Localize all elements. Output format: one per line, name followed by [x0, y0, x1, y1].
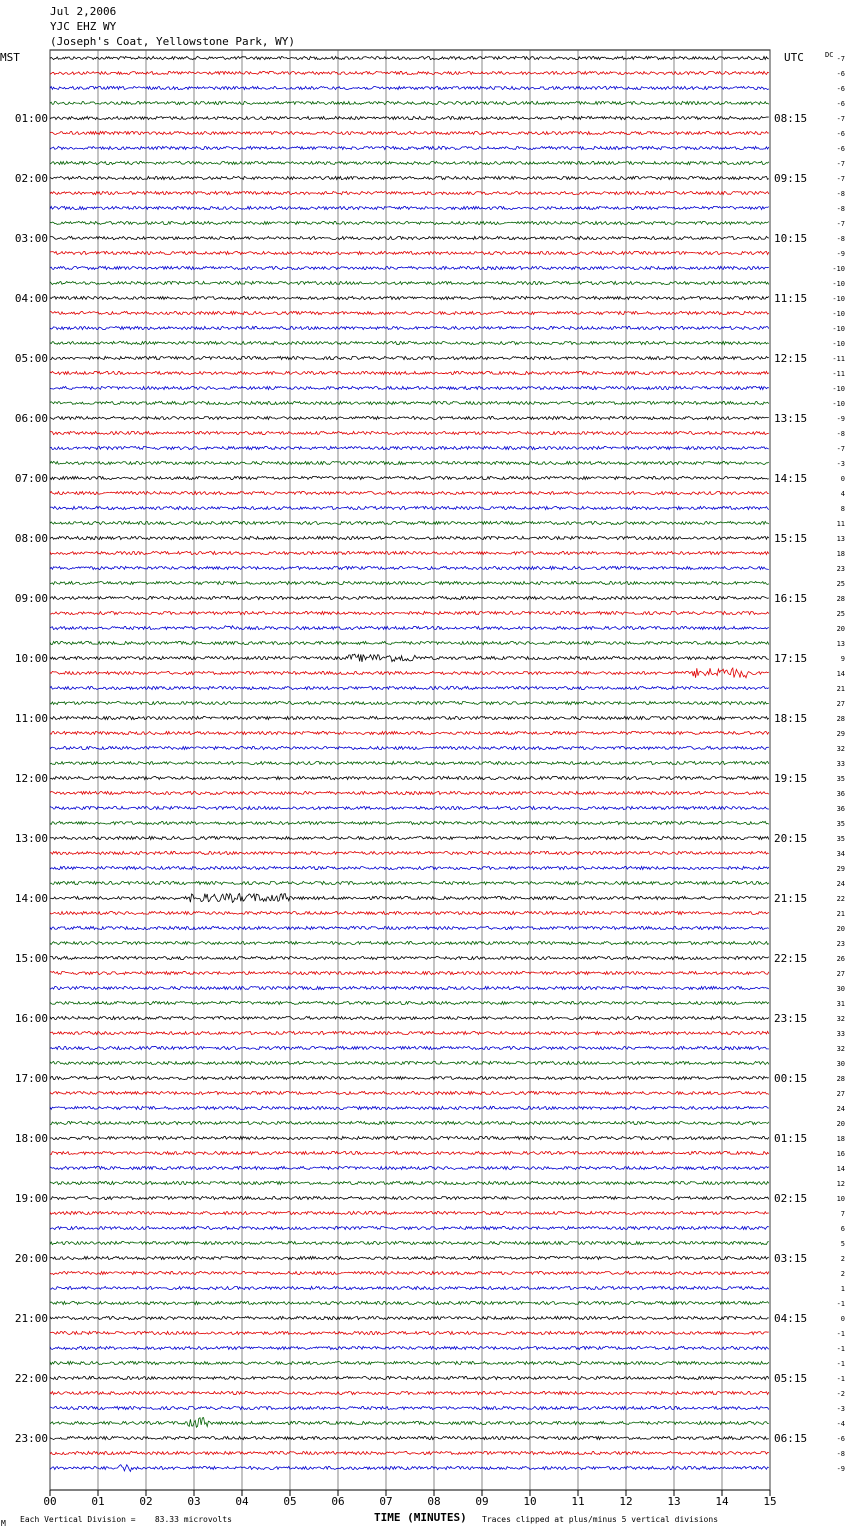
trace-84	[50, 1316, 769, 1319]
trace-20	[50, 356, 769, 359]
trace-83	[50, 1301, 769, 1304]
trace-68	[50, 1076, 769, 1079]
trace-30	[50, 506, 769, 509]
utc-hour-label: 17:15	[774, 652, 808, 665]
utc-hour-label: 19:15	[774, 772, 808, 785]
trace-15	[50, 281, 769, 284]
dc-offset-label: 23	[836, 940, 845, 948]
right-timezone-label: UTC	[784, 51, 804, 64]
dc-offset-label: 34	[836, 850, 845, 858]
x-tick-label: 03	[187, 1495, 201, 1508]
trace-3	[50, 101, 769, 104]
dc-offset-label: 26	[836, 955, 845, 963]
trace-52	[50, 836, 769, 839]
dc-offset-label: -7	[836, 445, 845, 453]
trace-48	[50, 776, 769, 779]
dc-offset-label: -6	[836, 85, 845, 93]
trace-25	[50, 431, 769, 434]
x-tick-label: 09	[475, 1495, 489, 1508]
trace-55	[50, 881, 769, 884]
trace-72	[50, 1136, 769, 1139]
dc-offset-label: 7	[840, 1210, 845, 1218]
x-tick-label: 10	[523, 1495, 537, 1508]
trace-75	[50, 1181, 769, 1184]
trace-5	[50, 131, 769, 134]
dc-offset-label: -1	[836, 1345, 845, 1353]
dc-offset-label: -1	[836, 1300, 845, 1308]
trace-89	[50, 1391, 769, 1394]
left-timezone-label: MST	[0, 51, 20, 64]
corner-mark: M	[1, 1519, 6, 1528]
station-code: YJC EHZ WY	[50, 20, 117, 33]
x-axis-title: TIME (MINUTES)	[374, 1511, 467, 1524]
dc-offset-label: -10	[832, 400, 845, 408]
dc-offset-label: -6	[836, 130, 845, 138]
trace-0	[50, 56, 769, 59]
trace-9	[50, 191, 769, 194]
dc-offset-label: 30	[836, 985, 845, 993]
dc-offset-label: 2	[840, 1270, 845, 1278]
dc-offset-label: 36	[836, 790, 845, 798]
trace-49	[50, 791, 769, 794]
utc-hour-label: 02:15	[774, 1192, 808, 1205]
dc-offset-label: -8	[836, 235, 845, 243]
dc-offset-label: 16	[836, 1150, 845, 1158]
x-tick-label: 15	[763, 1495, 777, 1508]
dc-offset-label: -10	[832, 280, 845, 288]
utc-hour-label: 10:15	[774, 232, 808, 245]
trace-4	[50, 116, 769, 119]
trace-10	[50, 206, 769, 209]
mst-hour-label: 01:00	[14, 112, 48, 125]
dc-offset-label: 29	[836, 865, 845, 873]
trace-26	[50, 446, 769, 449]
utc-hour-label: 20:15	[774, 832, 808, 845]
trace-2	[50, 86, 769, 89]
mst-hour-label: 22:00	[14, 1372, 48, 1385]
dc-offset-label: -10	[832, 310, 845, 318]
mst-hour-label: 02:00	[14, 172, 48, 185]
dc-offset-label: 33	[836, 760, 845, 768]
dc-offset-label: 2	[840, 1255, 845, 1263]
trace-71	[50, 1121, 769, 1124]
mst-hour-label: 11:00	[14, 712, 48, 725]
utc-hour-label: 11:15	[774, 292, 808, 305]
dc-offset-label: 24	[836, 880, 845, 888]
trace-18	[50, 326, 769, 329]
trace-74	[50, 1166, 769, 1169]
trace-14	[50, 266, 769, 269]
trace-66	[50, 1046, 769, 1049]
x-tick-label: 04	[235, 1495, 249, 1508]
trace-16	[50, 296, 769, 299]
trace-24	[50, 416, 769, 419]
mst-hour-label: 17:00	[14, 1072, 48, 1085]
dc-offset-label: -11	[832, 370, 845, 378]
mst-hour-label: 23:00	[14, 1432, 48, 1445]
trace-1	[50, 71, 769, 74]
dc-offset-label: -6	[836, 100, 845, 108]
dc-offset-label: 6	[840, 1225, 845, 1233]
dc-offset-label: -7	[836, 160, 845, 168]
trace-43	[50, 701, 769, 704]
dc-offset-label: 4	[840, 490, 845, 498]
trace-62	[50, 986, 769, 989]
x-tick-label: 07	[379, 1495, 393, 1508]
dc-offset-label: -10	[832, 265, 845, 273]
dc-offset-label: 20	[836, 925, 845, 933]
mst-hour-label: 04:00	[14, 292, 48, 305]
dc-offset-label: -9	[836, 250, 845, 258]
dc-offset-label: 14	[836, 1165, 845, 1173]
dc-offset-label: 31	[836, 1000, 845, 1008]
trace-36	[50, 596, 769, 599]
dc-offset-label: 28	[836, 1075, 845, 1083]
mst-hour-label: 13:00	[14, 832, 48, 845]
dc-offset-label: 29	[836, 730, 845, 738]
trace-85	[50, 1331, 769, 1334]
dc-offset-label: -8	[836, 205, 845, 213]
dc-offset-label: -7	[836, 220, 845, 228]
trace-94	[50, 1465, 769, 1472]
scale-note: Each Vertical Division = 83.33 microvolts	[20, 1515, 232, 1524]
dc-offset-label: 18	[836, 550, 845, 558]
dc-offset-label: 8	[840, 505, 845, 513]
trace-37	[50, 611, 769, 614]
plot-date: Jul 2,2006	[50, 5, 117, 18]
trace-67	[50, 1061, 769, 1064]
mst-hour-label: 12:00	[14, 772, 48, 785]
mst-hour-label: 14:00	[14, 892, 48, 905]
dc-offset-label: 27	[836, 970, 845, 978]
dc-offset-label: 25	[836, 610, 845, 618]
dc-offset-label: -6	[836, 70, 845, 78]
trace-11	[50, 221, 769, 224]
trace-46	[50, 746, 769, 749]
trace-88	[50, 1376, 769, 1379]
x-tick-label: 12	[619, 1495, 633, 1508]
trace-41	[50, 668, 769, 678]
dc-offset-label: -7	[836, 55, 845, 63]
dc-offset-label: -4	[836, 1420, 845, 1428]
trace-33	[50, 551, 769, 554]
dc-offset-label: 21	[836, 685, 845, 693]
trace-64	[50, 1016, 769, 1019]
trace-50	[50, 806, 769, 809]
dc-offset-label: 25	[836, 580, 845, 588]
dc-offset-label: 0	[840, 1315, 845, 1323]
dc-offset-label: -1	[836, 1330, 845, 1338]
dc-offset-label: 5	[840, 1240, 845, 1248]
dc-offset-label: 13	[836, 535, 845, 543]
trace-7	[50, 161, 769, 164]
trace-86	[50, 1346, 769, 1349]
x-tick-label: 00	[43, 1495, 57, 1508]
dc-offset-label: 20	[836, 625, 845, 633]
dc-offset-label: 21	[836, 910, 845, 918]
dc-offset-label: -6	[836, 1435, 845, 1443]
trace-57	[50, 911, 769, 914]
trace-93	[50, 1451, 769, 1454]
mst-hour-label: 08:00	[14, 532, 48, 545]
trace-65	[50, 1031, 769, 1034]
trace-53	[50, 851, 769, 854]
dc-offset-label: 35	[836, 775, 845, 783]
trace-40	[50, 654, 769, 662]
dc-offset-label: 30	[836, 1060, 845, 1068]
trace-60	[50, 956, 769, 959]
dc-offset-label: -6	[836, 145, 845, 153]
trace-58	[50, 926, 769, 929]
utc-hour-label: 15:15	[774, 532, 808, 545]
dc-offset-label: 32	[836, 745, 845, 753]
dc-offset-label: -10	[832, 340, 845, 348]
trace-13	[50, 251, 769, 254]
trace-87	[50, 1361, 769, 1364]
trace-61	[50, 971, 769, 974]
mst-hour-label: 16:00	[14, 1012, 48, 1025]
utc-hour-label: 14:15	[774, 472, 808, 485]
dc-offset-label: 36	[836, 805, 845, 813]
trace-17	[50, 311, 769, 314]
dc-offset-label: -10	[832, 325, 845, 333]
dc-offset-label: 23	[836, 565, 845, 573]
trace-78	[50, 1226, 769, 1229]
dc-offset-label: 11	[836, 520, 845, 528]
dc-offset-label: 9	[840, 655, 845, 663]
dc-offset-label: 24	[836, 1105, 845, 1113]
dc-offset-label: 35	[836, 835, 845, 843]
dc-offset-label: -8	[836, 190, 845, 198]
dc-offset-label: -3	[836, 1405, 845, 1413]
trace-56	[50, 894, 769, 903]
dc-offset-label: 32	[836, 1045, 845, 1053]
trace-80	[50, 1256, 769, 1259]
trace-51	[50, 821, 769, 824]
trace-19	[50, 341, 769, 344]
x-tick-label: 08	[427, 1495, 441, 1508]
x-tick-label: 14	[715, 1495, 729, 1508]
utc-hour-label: 13:15	[774, 412, 808, 425]
dc-offset-label: -8	[836, 430, 845, 438]
trace-23	[50, 401, 769, 404]
mst-hour-label: 18:00	[14, 1132, 48, 1145]
trace-28	[50, 476, 769, 479]
dc-offset-label: -2	[836, 1390, 845, 1398]
dc-offset-label: 12	[836, 1180, 845, 1188]
dc-offset-label: -10	[832, 385, 845, 393]
dc-offset-label: -7	[836, 115, 845, 123]
utc-hour-label: 05:15	[774, 1372, 808, 1385]
trace-79	[50, 1241, 769, 1244]
trace-22	[50, 386, 769, 389]
trace-82	[50, 1286, 769, 1289]
utc-hour-label: 04:15	[774, 1312, 808, 1325]
dc-offset-label: -8	[836, 1450, 845, 1458]
mst-hour-label: 10:00	[14, 652, 48, 665]
mst-hour-label: 19:00	[14, 1192, 48, 1205]
trace-12	[50, 236, 769, 239]
dc-offset-label: -9	[836, 415, 845, 423]
x-tick-label: 13	[667, 1495, 681, 1508]
trace-44	[50, 716, 769, 719]
dc-offset-label: -3	[836, 460, 845, 468]
utc-hour-label: 00:15	[774, 1072, 808, 1085]
dc-offset-label: 22	[836, 895, 845, 903]
dc-offset-label: -7	[836, 175, 845, 183]
x-tick-label: 01	[91, 1495, 105, 1508]
dc-offset-label: 27	[836, 700, 845, 708]
mst-hour-label: 06:00	[14, 412, 48, 425]
dc-offset-label: 35	[836, 820, 845, 828]
trace-21	[50, 371, 769, 374]
trace-45	[50, 731, 769, 734]
trace-90	[50, 1406, 769, 1409]
dc-offset-label: 10	[836, 1195, 845, 1203]
dc-offset-label: 28	[836, 595, 845, 603]
trace-6	[50, 146, 769, 149]
trace-27	[50, 461, 769, 464]
trace-34	[50, 566, 769, 569]
utc-hour-label: 09:15	[774, 172, 808, 185]
dc-offset-label: -11	[832, 355, 845, 363]
mst-hour-label: 21:00	[14, 1312, 48, 1325]
clip-note: Traces clipped at plus/minus 5 vertical divisions	[482, 1515, 719, 1524]
trace-47	[50, 761, 769, 764]
utc-hour-label: 18:15	[774, 712, 808, 725]
trace-91	[50, 1418, 769, 1428]
trace-38	[50, 626, 769, 630]
trace-69	[50, 1091, 769, 1094]
dc-offset-label: 33	[836, 1030, 845, 1038]
utc-hour-label: 01:15	[774, 1132, 808, 1145]
trace-39	[50, 641, 769, 644]
utc-hour-label: 03:15	[774, 1252, 808, 1265]
x-tick-label: 11	[571, 1495, 585, 1508]
dc-offset-label: 27	[836, 1090, 845, 1098]
station-location: (Joseph's Coat, Yellowstone Park, WY)	[50, 35, 296, 48]
x-tick-label: 02	[139, 1495, 153, 1508]
utc-hour-label: 08:15	[774, 112, 808, 125]
trace-42	[50, 686, 769, 689]
trace-76	[50, 1196, 769, 1199]
trace-77	[50, 1211, 769, 1214]
dc-offset-label: -9	[836, 1465, 845, 1473]
dc-offset-label: 13	[836, 640, 845, 648]
mst-hour-label: 09:00	[14, 592, 48, 605]
trace-32	[50, 536, 769, 539]
utc-hour-label: 06:15	[774, 1432, 808, 1445]
trace-54	[50, 866, 769, 869]
utc-hour-label: 22:15	[774, 952, 808, 965]
trace-29	[50, 491, 769, 494]
mst-hour-label: 20:00	[14, 1252, 48, 1265]
dc-offset-label: 14	[836, 670, 845, 678]
dc-offset-label: 1	[840, 1285, 845, 1293]
trace-92	[50, 1436, 769, 1439]
utc-hour-label: 23:15	[774, 1012, 808, 1025]
trace-35	[50, 581, 769, 584]
dc-offset-label: -1	[836, 1375, 845, 1383]
x-tick-label: 06	[331, 1495, 345, 1508]
trace-31	[50, 521, 769, 524]
trace-63	[50, 1001, 769, 1004]
trace-81	[50, 1271, 769, 1274]
dc-offset-label: 18	[836, 1135, 845, 1143]
mst-hour-label: 03:00	[14, 232, 48, 245]
mst-hour-label: 05:00	[14, 352, 48, 365]
dc-offset-label: -10	[832, 295, 845, 303]
trace-59	[50, 941, 769, 944]
trace-8	[50, 176, 769, 179]
utc-hour-label: 21:15	[774, 892, 808, 905]
dc-offset-label: 20	[836, 1120, 845, 1128]
trace-70	[50, 1106, 769, 1109]
trace-73	[50, 1151, 769, 1154]
mst-hour-label: 15:00	[14, 952, 48, 965]
dc-label: DC	[825, 51, 834, 59]
dc-offset-label: -1	[836, 1360, 845, 1368]
utc-hour-label: 12:15	[774, 352, 808, 365]
x-tick-label: 05	[283, 1495, 297, 1508]
utc-hour-label: 16:15	[774, 592, 808, 605]
mst-hour-label: 07:00	[14, 472, 48, 485]
dc-offset-label: 32	[836, 1015, 845, 1023]
dc-offset-label: 0	[840, 475, 845, 483]
dc-offset-label: 28	[836, 715, 845, 723]
